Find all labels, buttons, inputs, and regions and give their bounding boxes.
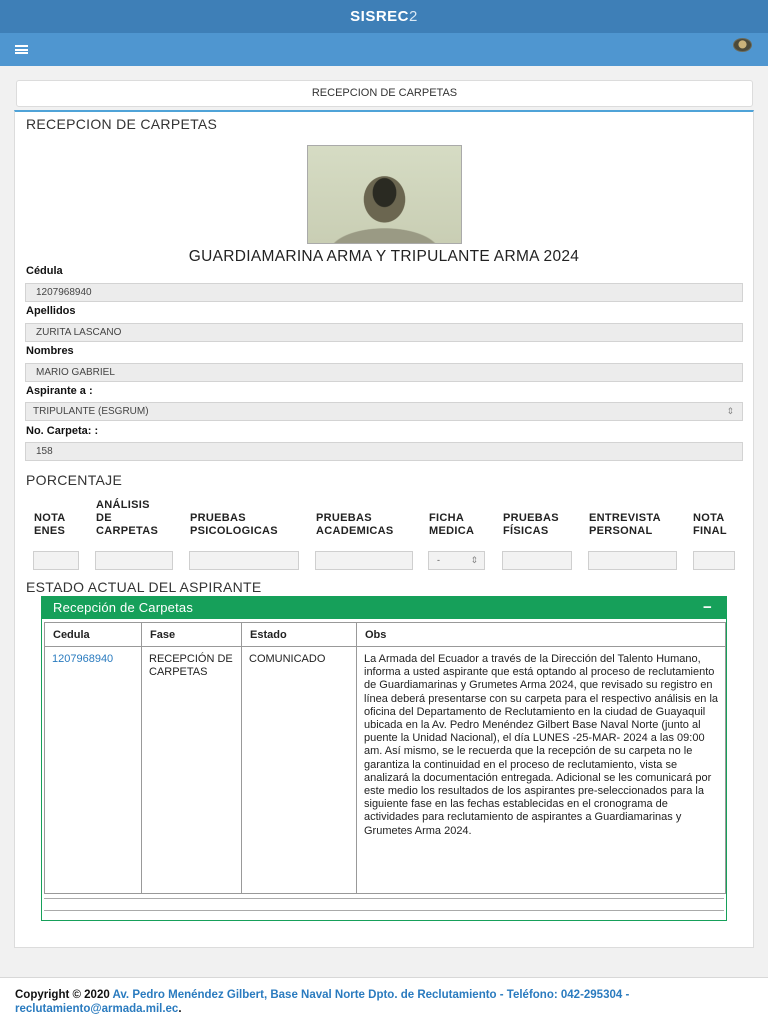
nota-enes-field[interactable] [33, 551, 79, 570]
header-line: DE [96, 512, 112, 524]
footer-address: Av. Pedro Menéndez Gilbert, Base Naval Norte Dpto. de Reclutamiento - Teléfono: 042-295304 -reclutamiento@armada.mil.ec [15, 989, 630, 1015]
page-footer [0, 977, 768, 1024]
ficha-medica-header [429, 512, 474, 538]
nav-bar [0, 33, 768, 66]
header-line: CARPETAS [96, 525, 159, 537]
hamburger-menu-icon[interactable] [15, 45, 28, 54]
footer-text [15, 988, 745, 1016]
applicant-photo [307, 145, 462, 244]
header-line: ACADEMICAS [316, 525, 394, 537]
header-line: NOTA [693, 512, 725, 524]
cedula-label: Cédula [26, 265, 63, 277]
analisis-carpetas-header [96, 499, 158, 538]
column-header: Cedula [45, 623, 142, 647]
pruebas-psicologicas-field[interactable] [189, 551, 299, 570]
select-arrows-icon: ⇕ [470, 555, 478, 565]
header-line: ENTREVISTA [589, 512, 661, 524]
footer-end: . [178, 1003, 182, 1015]
header-line: FINAL [693, 525, 727, 537]
pruebas-academicas-header [316, 512, 394, 538]
apellidos-label: Apellidos [26, 305, 76, 317]
nombres-label: Nombres [26, 345, 74, 357]
cedula-field[interactable]: 1207968940 [25, 283, 743, 302]
status-card [41, 596, 727, 921]
status-card-title: Recepción de Carpetas [53, 600, 194, 615]
nota-final-field[interactable] [693, 551, 735, 570]
table-footer [44, 898, 724, 911]
header-line: PRUEBAS [503, 512, 559, 524]
aspirante-select-value: TRIPULANTE (ESGRUM) [33, 406, 149, 417]
page-heading: GUARDIAMARINA ARMA Y TRIPULANTE ARMA 2024 [188, 248, 580, 265]
analisis-carpetas-field[interactable] [95, 551, 173, 570]
select-arrows-icon: ⇕ [726, 406, 734, 416]
app-title: SISREC [350, 8, 409, 25]
header-line: MEDICA [429, 525, 475, 537]
nota-final-header [693, 512, 727, 538]
apellidos-field[interactable]: ZURITA LASCANO [25, 323, 743, 342]
status-card-header [42, 597, 726, 619]
porcentaje-title: PORCENTAJE [26, 472, 123, 488]
footer-copyright: Copyright © 2020 [15, 989, 113, 1001]
tab-recepcion-carpetas[interactable]: RECEPCION DE CARPETAS [16, 80, 753, 107]
ficha-medica-value: - [437, 555, 440, 565]
entrevista-personal-header [589, 512, 661, 538]
header-line: FÍSICAS [503, 525, 549, 537]
carpeta-label: No. Carpeta: : [26, 425, 99, 437]
table-row [45, 647, 726, 894]
ficha-medica-select[interactable] [428, 551, 485, 570]
app-title-suffix: 2 [409, 8, 418, 25]
cedula-link[interactable]: 1207968940 [45, 647, 142, 894]
header-line: PRUEBAS [190, 512, 246, 524]
estado-cell: COMUNICADO [242, 647, 357, 894]
carpeta-field[interactable]: 158 [25, 442, 743, 461]
app-title-bar [0, 0, 768, 33]
user-avatar-icon[interactable] [733, 38, 752, 52]
nombres-field[interactable]: MARIO GABRIEL [25, 363, 743, 382]
pruebas-psicologicas-header [190, 512, 278, 538]
pruebas-fisicas-header [503, 512, 559, 538]
pruebas-fisicas-field[interactable] [502, 551, 572, 570]
header-line: PRUEBAS [316, 512, 372, 524]
table-header-row [45, 623, 726, 647]
header-line: PSICOLOGICAS [190, 525, 278, 537]
column-header: Obs [357, 623, 726, 647]
panel-title: RECEPCION DE CARPETAS [26, 116, 218, 132]
nota-enes-header [34, 512, 66, 538]
collapse-icon[interactable]: − [703, 599, 712, 616]
aspirante-label: Aspirante a : [26, 385, 93, 397]
aspirante-select[interactable] [25, 402, 743, 421]
pruebas-academicas-field[interactable] [315, 551, 413, 570]
header-line: NOTA [34, 512, 66, 524]
header-line: ANÁLISIS [96, 499, 150, 511]
column-header: Estado [242, 623, 357, 647]
estado-title: ESTADO ACTUAL DEL ASPIRANTE [26, 579, 262, 595]
entrevista-personal-field[interactable] [588, 551, 677, 570]
header-line: PERSONAL [589, 525, 653, 537]
column-header: Fase [142, 623, 242, 647]
obs-cell: La Armada del Ecuador a través de la Dirección del Talento Humano, informa a usted aspirante que está optando al proceso de reclutamiento de Guardiamarinas y Grumetes Arma 2024, que revisado su registro en línea deberá presentarse con su carpeta para el respectivo análisis en la oficina del Departamento de Reclutamiento en la ciudad de Guayaquil ubicada en la Av. Pedro Menéndez Gilbert Base Naval Norte (junto al puente la Unidad Nacional), el día LUNES -25-MAR- 2024 a las 09:00 am. Así mismo, se le recuerda que la recepción de su carpeta no le garantiza la continuidad en el proceso de reclutamiento, vista se analizará la documentación entregada. Adicional se les comunicará por este medio los resultados de los aspirantes pre-seleccionados para la siguiente fase en las fechas establecidas en el cronograma de actividades para reclutamiento de aspirantes a Guardiamarinas y Grumetes Arma 2024. [357, 647, 726, 894]
status-table [44, 622, 726, 894]
header-line: FICHA [429, 512, 465, 524]
fase-cell: RECEPCIÓN DE CARPETAS [142, 647, 242, 894]
header-line: ENES [34, 525, 66, 537]
